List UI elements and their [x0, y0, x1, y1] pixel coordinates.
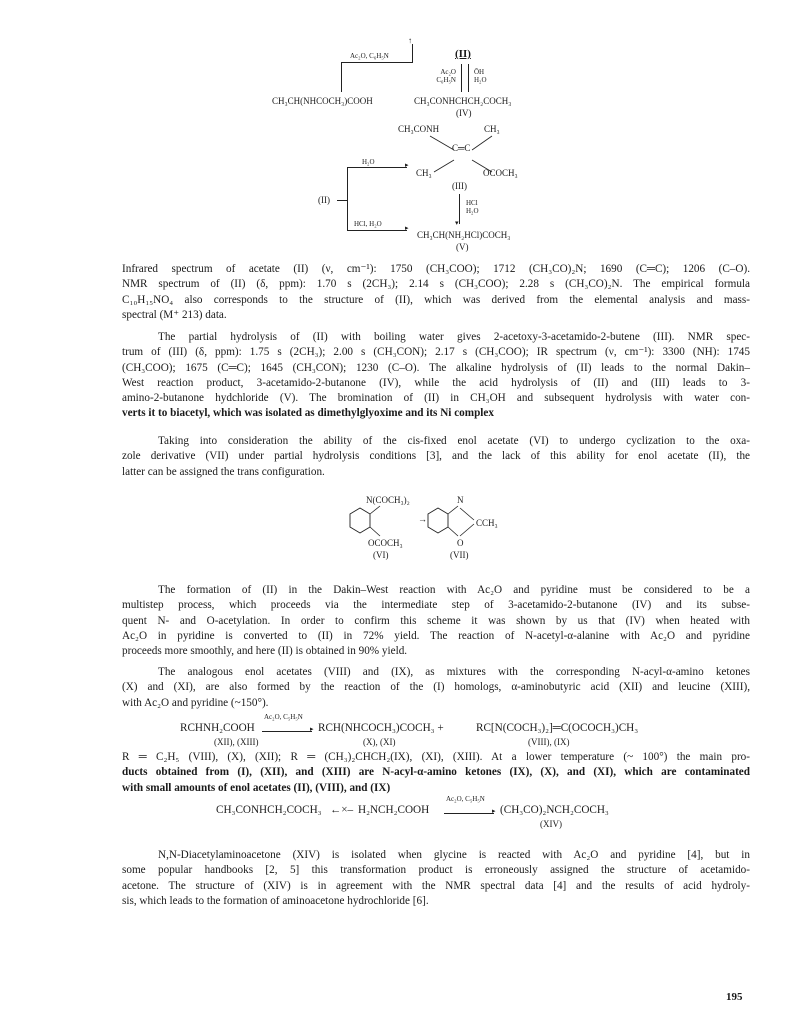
eq-right: (CH₃CO)₂NCH₂COCH₃ [500, 804, 609, 816]
eq-arrow-line [262, 731, 312, 732]
paragraph-homologs: The analogous enol acetates (VIII) and (IX), as mixtures with the corresponding N-acyl-α-amino ketones (X) and (XI), are also formed by the reaction of the (I) homologs, α-aminobutyric acid (XII) and leucine (XIII), with Ac₂O and pyridine (~150°). [122, 666, 750, 709]
eq-arrow-label: Ac₂O, C₅H₅N [446, 795, 485, 803]
eq-product-1: RCH(NHCOCH₃)COCH₃ + [318, 722, 444, 734]
paragraph-temperature: R ═ C₂H₅ (VIII), (X), (XII); R ═ (CH₃)₂CHCH₂(IX), (XI), (XIII). At a lower temperature (~ 100°) the main pro- ducts obtained from (I), (XII), and (XIII) are N-acyl-α-amino ketones (IX), (X), and (XI), which are contaminated with small amounts of enol acetates (II), (VIII), and (IX) [122, 751, 750, 794]
compound-label: (VII) [450, 550, 469, 560]
reaction-arrow: → [418, 514, 427, 524]
paragraph-hydrolysis: The partial hydrolysis of (II) with boiling water gives 2-acetoxy-3-acetamido-2-butene (III). NMR spec- trum of (III) (δ, ppm): 1.75 s (2CH₃); 2.00 s (CH₃CON); 2.17 s (CH₃COO); IR spectrum (ν, cm⁻¹): 3300 (NH): 1745 (CH₃COO); 1675 (C═C); 1645 (CH₃CON); 1230 (C–O). The alkaline hydrolysis of (II) leads to the normal Dakin– West reaction product, 3-acetamido-2-butanone (IV), while the acid hydrolysis of (II) and (III) leads to 3- amino-2-butanone hydchloride (V). The bromination of (II) in CH₃OH and subsequent hydrolysis with water con- verts it to biacetyl, which was isolated as dimethylglyoxime and its Ni complex [122, 331, 750, 420]
reagent-label: Ac₂O C₆H₅N [436, 68, 456, 84]
paragraph-configuration: Taking into consideration the ability of the cis-fixed enol acetate (VI) to undergo cyclization to the oxa- zole derivative (VII) under partial hydrolysis conditions [3], and the lack of this ability for enol acetate (II), the latter can be assigned the trans configuration. [122, 435, 750, 478]
compound-formula: CH₃CONH [398, 124, 440, 134]
arrow-line [461, 64, 462, 92]
scheme-line [341, 62, 342, 92]
compound-label: (II) [318, 195, 330, 205]
compound-formula: CH₃CH(NH₂HCl)COCH₃ [417, 230, 511, 240]
scheme-line [337, 200, 347, 201]
compound-label: (IV) [456, 108, 472, 118]
arrow-up-head: ↑ [408, 36, 412, 45]
reagent-label: HCl H₂O [466, 199, 479, 215]
ring-atom: O [457, 538, 464, 548]
ring-atom: N [457, 495, 464, 505]
compound-formula: CH₃CH(NHCOCH₃)COOH [272, 96, 373, 106]
eq-arrow-head: ▸ [492, 807, 496, 815]
eq-product-2: RC[N(COCH₃)₂]═C(OCOCH₃)CH₃ [476, 722, 639, 734]
compound-formula: CH₃ [416, 168, 432, 178]
compound-formula: CH₃ [484, 124, 500, 134]
eq-blocked-arrow: ←×– [330, 804, 354, 816]
paragraph-ir-nmr: Infrared spectrum of acetate (II) (ν, cm⁻¹): 1750 (CH₃COO); 1712 (CH₃CO)₂N; 1690 (C═C); 1206 (C–O). NMR spectrum of (II) (δ, ppm): 1.70 s (2CH₃); 2.14 s (CH₃COO); 2.28 s (CH₃CO)₂N. The empirical formula C₁₀H₁₅NO₄ also corresponds to the structure of (II), which was derived from the elemental analysis and mass- spectral (M⁺ 213) data. [122, 263, 750, 321]
eq-left: CH₃CONHCH₂COCH₃ [216, 804, 322, 816]
arrow-line [347, 167, 407, 168]
eq-middle: H₂NCH₂COOH [358, 804, 430, 816]
compound-formula: C═C [452, 143, 471, 153]
arrow-head: ▸ [405, 224, 409, 232]
compound-label: (III) [452, 181, 467, 191]
paragraph-dakin-west: The formation of (II) in the Dakin–West reaction with Ac₂O and pyridine must be considered to be a multistep process, which proceeds via the intermediate step of 3-acetamido-2-butanone (IV) and its subse- quent N- and O-acetylation. In order to confirm this scheme it was shown by us that (IV) when heated with Ac₂O in pyridine is converted to (II) in 72% yield. The reaction of N-acetyl-α-alanine with Ac₂O and pyridine proceeds more smoothly, and here (II) is obtained in 90% yield. [122, 584, 750, 658]
arrow-line [347, 230, 407, 231]
reagent-label: ŌH H₂O [474, 68, 487, 84]
reagent-label: Ac₂O, C₆H₅N [350, 52, 389, 60]
eq-label: (XIV) [540, 819, 562, 829]
substituent: OCOCH₃ [368, 538, 403, 548]
reagent-label: H₂O [362, 158, 375, 166]
arrow-up-line [412, 44, 413, 62]
compound-label: (II) [455, 48, 471, 60]
compound-label: (V) [456, 242, 469, 252]
eq-arrow-label: Ac₂O, C₅H₅N [264, 713, 303, 721]
scheme-line [341, 62, 413, 63]
arrow-head: ▾ [455, 219, 459, 227]
eq-arrow-head: ▸ [310, 725, 314, 733]
eq-label: (VIII), (IX) [528, 737, 570, 747]
substituent: N(COCH₃)₂ [366, 495, 410, 505]
compound-formula: OCOCH₃ [483, 168, 518, 178]
compound-label: (VI) [373, 550, 389, 560]
substituent: CCH₃ [476, 518, 498, 528]
arrow-line [459, 194, 460, 224]
eq-arrow-line [444, 813, 494, 814]
compound-formula: CH₃CONHCHCH₂COCH₃ [414, 96, 512, 106]
eq-label: (XII), (XIII) [214, 737, 259, 747]
reagent-label: HCl, H₂O [354, 220, 382, 228]
eq-reactant: RCHNH₂COOH [180, 722, 255, 734]
eq-label: (X), (XI) [363, 737, 396, 747]
scheme-line [347, 167, 348, 230]
arrow-head: ▸ [405, 161, 409, 169]
page-number: 195 [726, 991, 743, 1003]
paragraph-diacetylaminoacetone: N,N-Diacetylaminoacetone (XIV) is isolated when glycine is reacted with Ac₂O and pyridine [4], but in some popular handbooks [2, 5] this transformation product is erroneously assigned the structure of acetamido- acetone. The structure of (XIV) is in agreement with the NMR spectral data [4] and the results of acid hydroly- sis, which leads to the formation of aminoacetone hydrochloride [6]. [122, 849, 750, 907]
arrow-line [468, 64, 469, 92]
